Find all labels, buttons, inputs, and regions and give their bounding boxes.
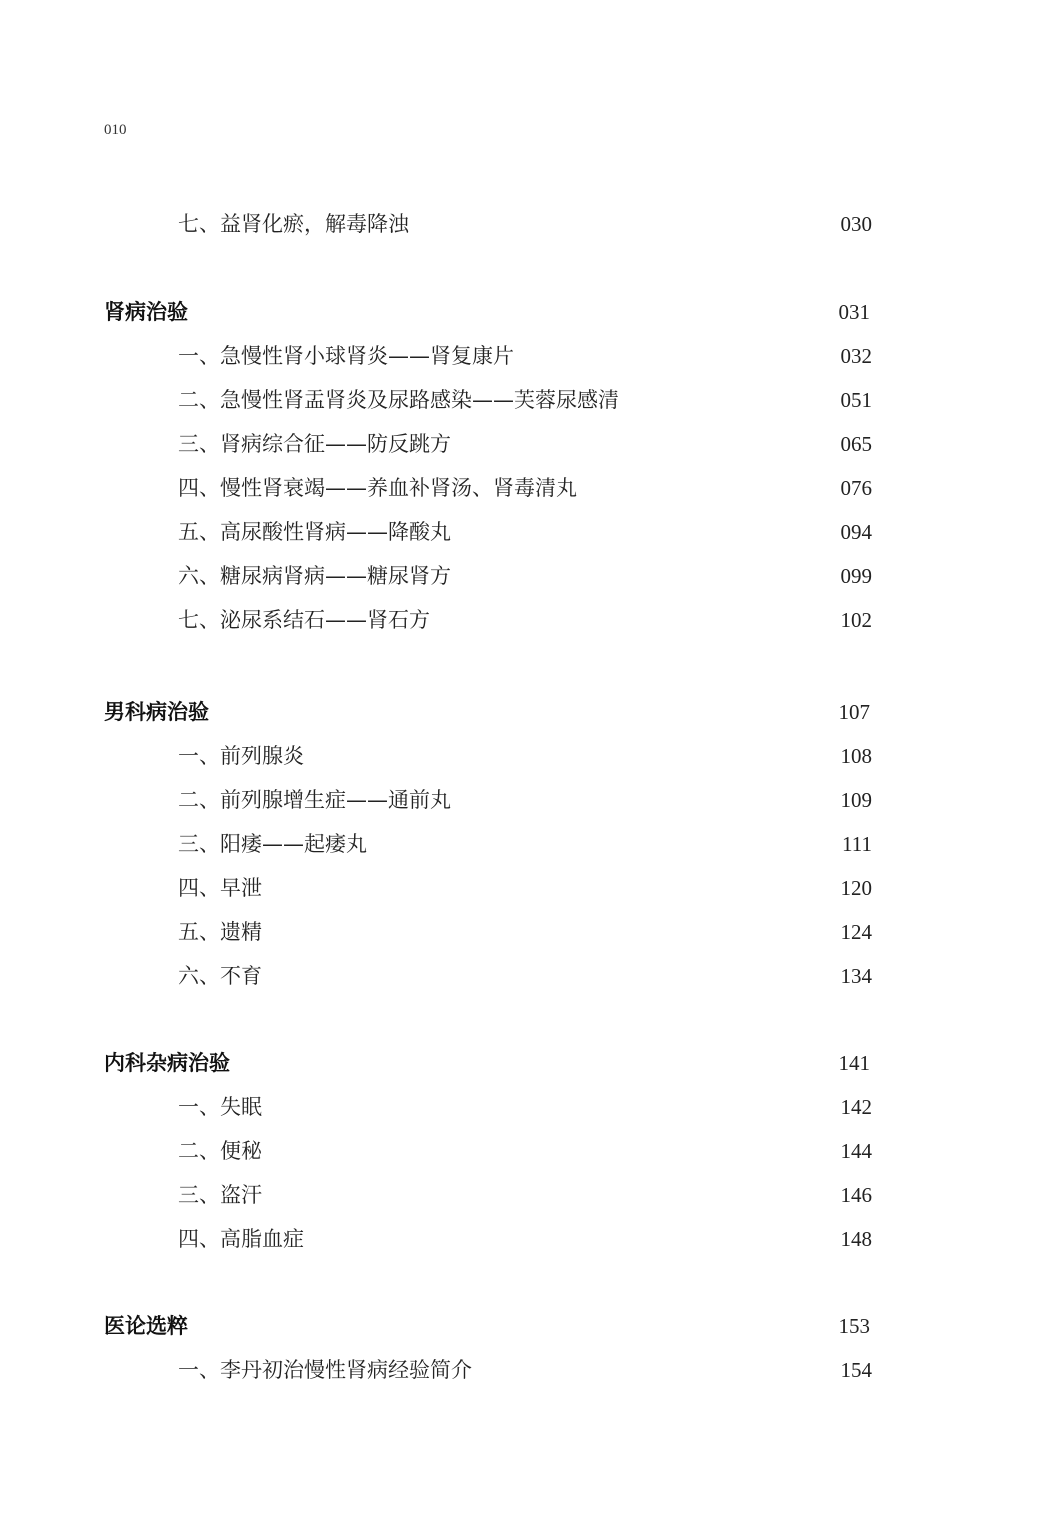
toc-entry-page: 030 bbox=[840, 212, 872, 236]
toc-section-page: 107 bbox=[838, 700, 870, 724]
toc-entry-title: 七、益肾化瘀，解毒降浊 bbox=[178, 212, 409, 236]
toc-entry[interactable] bbox=[0, 1224, 1047, 1254]
toc-entry-page: 148 bbox=[840, 1227, 872, 1251]
toc-section-heading[interactable] bbox=[0, 697, 1047, 727]
toc-entry[interactable] bbox=[0, 917, 1047, 947]
toc-section-page: 141 bbox=[838, 1051, 870, 1075]
toc-entry-title: 一、李丹初治慢性肾病经验简介 bbox=[178, 1358, 472, 1382]
toc-entry[interactable] bbox=[0, 1092, 1047, 1122]
toc-section-title: 男科病治验 bbox=[104, 699, 209, 724]
toc-entry[interactable] bbox=[0, 1355, 1047, 1385]
toc-entry-title: 四、慢性肾衰竭——养血补肾汤、肾毒清丸 bbox=[178, 476, 577, 500]
toc-section-heading[interactable] bbox=[0, 1048, 1047, 1078]
toc-entry-title: 二、急慢性肾盂肾炎及尿路感染——芙蓉尿感清 bbox=[178, 388, 619, 412]
toc-entry-page: 134 bbox=[840, 964, 872, 988]
toc-entry-page: 102 bbox=[840, 608, 872, 632]
toc-entry[interactable] bbox=[0, 785, 1047, 815]
toc-entry-title: 六、不育 bbox=[178, 964, 262, 988]
toc-entry[interactable] bbox=[0, 517, 1047, 547]
toc-entry-title: 二、前列腺增生症——通前丸 bbox=[178, 788, 451, 812]
toc-entry-title: 三、盗汗 bbox=[178, 1183, 262, 1207]
toc-entry-page: 076 bbox=[840, 476, 872, 500]
toc-entry-title: 五、高尿酸性肾病——降酸丸 bbox=[178, 520, 451, 544]
toc-entry[interactable] bbox=[0, 429, 1047, 459]
toc-entry-title: 七、泌尿系结石——肾石方 bbox=[178, 608, 430, 632]
toc-entry-title: 一、失眠 bbox=[178, 1095, 262, 1119]
toc-entry-title: 一、前列腺炎 bbox=[178, 744, 304, 768]
toc-entry-page: 124 bbox=[840, 920, 872, 944]
toc-entry-title: 三、肾病综合征——防反跳方 bbox=[178, 432, 451, 456]
toc-entry-page: 146 bbox=[840, 1183, 872, 1207]
toc-entry[interactable] bbox=[0, 385, 1047, 415]
toc-entry-page: 065 bbox=[840, 432, 872, 456]
toc-entry-title: 二、便秘 bbox=[178, 1139, 262, 1163]
toc-entry-title: 一、急慢性肾小球肾炎——肾复康片 bbox=[178, 344, 514, 368]
toc-entry-title: 三、阳痿——起痿丸 bbox=[178, 832, 367, 856]
toc-entry-title: 六、糖尿病肾病——糖尿肾方 bbox=[178, 564, 451, 588]
toc-section-title: 医论选粹 bbox=[104, 1313, 188, 1338]
toc-section-heading[interactable] bbox=[0, 297, 1047, 327]
toc-entry[interactable] bbox=[0, 873, 1047, 903]
toc-entry-page: 108 bbox=[840, 744, 872, 768]
toc-entry[interactable] bbox=[0, 1136, 1047, 1166]
toc-section-heading[interactable] bbox=[0, 1311, 1047, 1341]
toc-entry-page: 094 bbox=[840, 520, 872, 544]
toc-entry-title: 五、遗精 bbox=[178, 920, 262, 944]
toc-entry-title: 四、高脂血症 bbox=[178, 1227, 304, 1251]
toc-entry-title: 四、早泄 bbox=[178, 876, 262, 900]
page-number: 010 bbox=[104, 122, 127, 138]
toc-entry[interactable] bbox=[0, 1180, 1047, 1210]
toc-section-title: 肾病治验 bbox=[104, 299, 188, 324]
toc-entry[interactable] bbox=[0, 605, 1047, 635]
toc-entry-page: 051 bbox=[840, 388, 872, 412]
toc-entry-page: 109 bbox=[840, 788, 872, 812]
toc-entry-page: 154 bbox=[840, 1358, 872, 1382]
toc-entry[interactable] bbox=[0, 741, 1047, 771]
toc-entry-page: 144 bbox=[840, 1139, 872, 1163]
toc-entry-page: 111 bbox=[842, 832, 872, 856]
toc-section-page: 031 bbox=[838, 300, 870, 324]
toc-section-page: 153 bbox=[838, 1314, 870, 1338]
toc-entry[interactable] bbox=[0, 473, 1047, 503]
toc-section-title: 内科杂病治验 bbox=[104, 1050, 230, 1075]
toc-entry[interactable] bbox=[0, 561, 1047, 591]
toc-entry-page: 099 bbox=[840, 564, 872, 588]
toc-entry[interactable] bbox=[0, 209, 1047, 239]
toc-entry-page: 120 bbox=[840, 876, 872, 900]
toc-entry[interactable] bbox=[0, 341, 1047, 371]
toc-entry-page: 032 bbox=[840, 344, 872, 368]
toc-entry[interactable] bbox=[0, 829, 1047, 859]
toc-entry-page: 142 bbox=[840, 1095, 872, 1119]
toc-entry[interactable] bbox=[0, 961, 1047, 991]
